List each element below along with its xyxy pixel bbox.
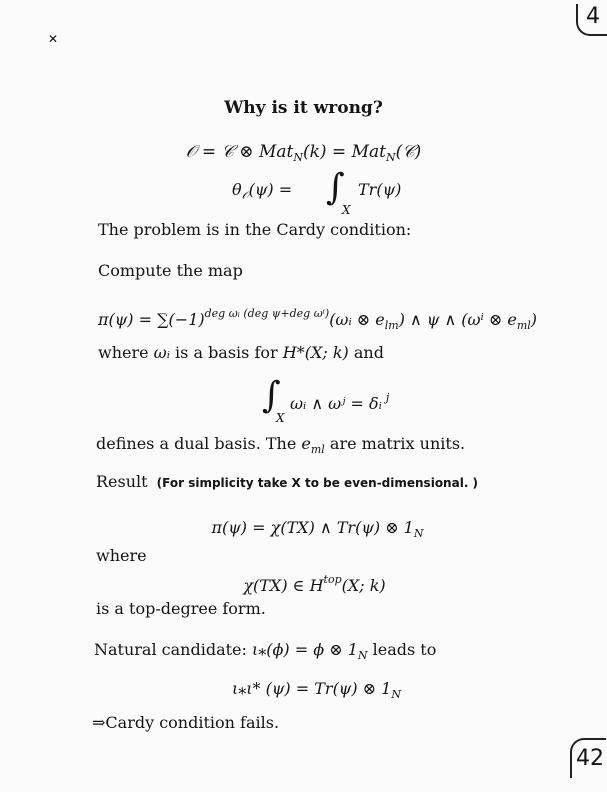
eq3-b: (ωᵢ ⊗ e [329,310,385,329]
eq2-sub: 𝒪 [241,189,249,202]
eq3-c: ) ∧ ψ ∧ (ωⁱ ⊗ e [398,310,517,329]
text-conclusion: ⇒Cardy condition fails. [92,713,280,732]
eq3-d: ) [530,310,538,329]
eq2-mid: (ψ) = [248,180,293,199]
line6-a: Natural candidate: [94,640,252,659]
eq6-body: χ(TX) ∈ H [243,576,324,595]
eq2-right: Tr(ψ) [358,180,402,199]
eq3-sub2: ml [516,319,531,332]
eq1-part: 𝒪 = 𝒞 ⊗ Mat [185,142,294,162]
text-basis [98,343,384,363]
line3-b: is a basis for [169,343,283,362]
line6-sub: N [357,649,368,662]
page-number-top-text: 4 [586,4,600,29]
page-number-bottom [570,738,606,778]
integral-limit-2: X [276,411,285,425]
text-compute-map: Compute the map [98,261,243,280]
eq7-sub: N [391,688,401,701]
eq1-end: (𝒞) [395,142,422,162]
line6-b: leads to [367,640,437,659]
equation-5 [0,518,607,544]
check-mark: ✕ [48,32,59,46]
text-natural-candidate [94,640,436,666]
eq3-a: π(ψ) = ∑(−1) [98,310,205,329]
equation-7 [0,679,607,705]
eq6-end: (X; k) [341,576,386,595]
eq2-theta: θ [232,180,242,199]
line4-sub: ml [310,443,325,456]
equation-6 [0,570,607,596]
text-dual-basis [96,434,465,460]
equation-4 [262,375,422,426]
result-label: Result [96,472,148,491]
page-title: Why is it wrong? [224,98,383,118]
equation-1 [0,142,607,168]
line6-math: ι⁎(ϕ) = ϕ ⊗ 1 [251,640,358,659]
line4-a: defines a dual basis. The [96,434,302,453]
eq4-sup: j [385,391,390,404]
eq5-body: π(ψ) = χ(TX) ∧ Tr(ψ) ⊗ 1 [211,518,414,537]
eq1-mid: (k) = Mat [302,142,386,162]
eq4-body: ωᵢ ∧ ωʲ = δᵢ [290,394,382,413]
eq3-sub1: lm [384,319,399,332]
result-line [96,472,478,493]
eq5-sub: N [413,527,424,540]
eq7-body: ι⁎ι* (ψ) = Tr(ψ) ⊗ 1 [232,679,392,698]
page-number-top [576,4,607,36]
line3-H: H*(X; k) [282,343,349,362]
eq1-sub: N [293,151,303,164]
eq3-sup: deg ωᵢ (deg ψ+deg ωⁱ) [204,307,330,320]
line4-e: e [301,434,311,453]
integral-sign: ∫ [326,167,345,208]
integral-limit: X [342,203,351,217]
eq1-sub2: N [385,151,396,164]
eq6-sup: top [323,573,342,586]
result-note: (For simplicity take X to be even-dimensional. ) [156,476,479,490]
line3-c: and [348,343,384,362]
line3-a: where [98,343,154,362]
equation-2 [232,167,492,220]
text-top-degree: is a top-degree form. [96,599,266,618]
text-where: where [96,546,147,565]
page-number-bottom-text: 42 [576,746,604,771]
text-cardy-problem: The problem is in the Cardy condition: [98,220,412,239]
line4-b: are matrix units. [324,434,466,453]
integral-sign-2: ∫ [262,375,281,416]
line3-omega: ωᵢ [153,343,170,362]
equation-3 [98,304,537,336]
